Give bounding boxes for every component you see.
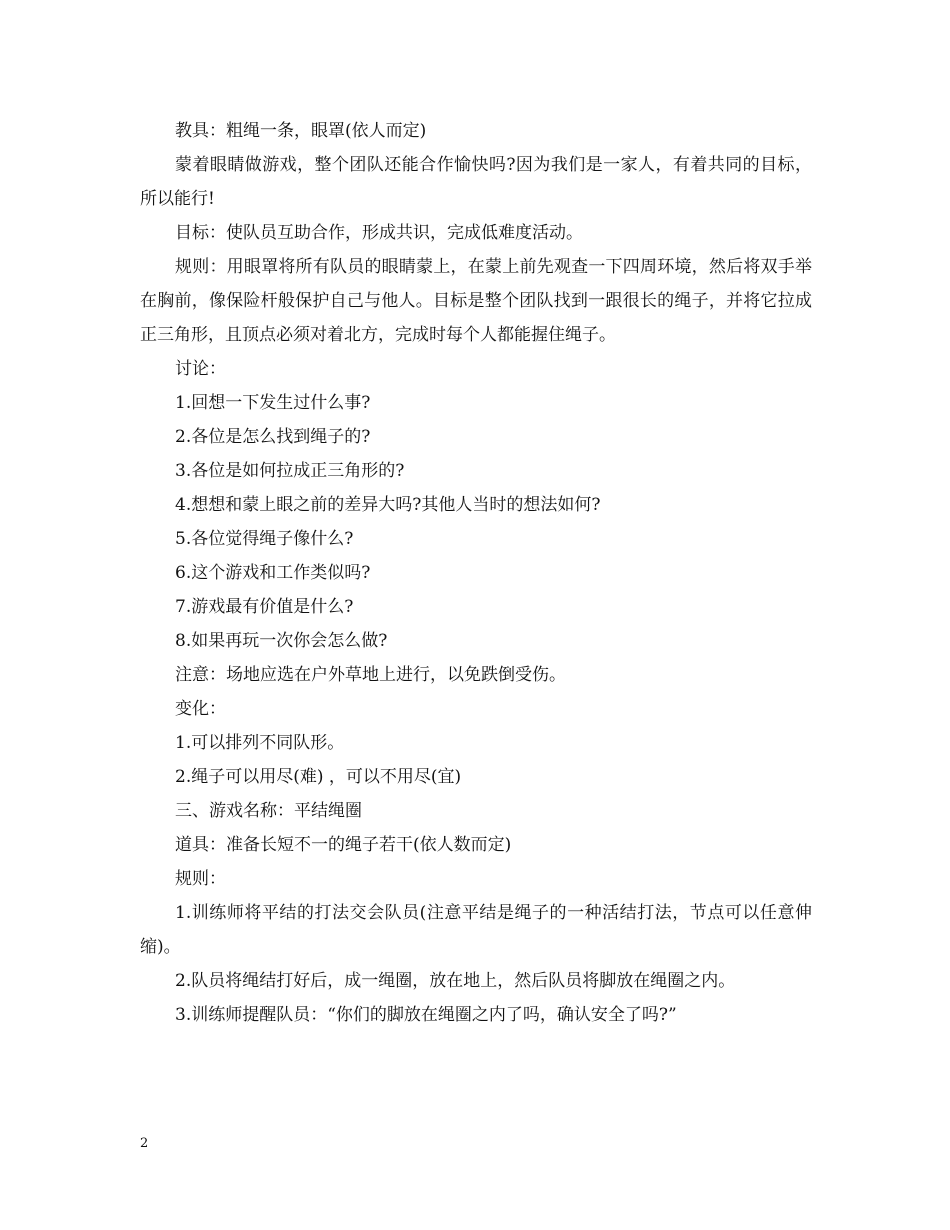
paragraph-goal: 目标：使队员互助合作，形成共识，完成低难度活动。: [175, 223, 583, 243]
list-item: 7.游戏最有价值是什么?: [175, 597, 354, 617]
list-item: 3.各位是如何拉成正三角形的?: [175, 461, 405, 481]
list-item: 6.这个游戏和工作类似吗?: [175, 563, 371, 583]
paragraph-teaching-aids: 教具：粗绳一条，眼罩(依人而定): [175, 121, 427, 141]
paragraph-variation-heading: 变化：: [175, 699, 226, 719]
paragraph-caution: 注意：场地应选在户外草地上进行，以免跌倒受伤。: [175, 665, 566, 685]
list-item: 5.各位觉得绳子像什么?: [175, 529, 354, 549]
section-heading: 三、游戏名称：平结绳圈: [175, 801, 362, 821]
list-item: 3.训练师提醒队员：“你们的脚放在绳圈之内了吗，确认安全了吗?”: [175, 1005, 677, 1025]
list-item: 1.回想一下发生过什么事?: [175, 393, 371, 413]
paragraph-intro: 蒙着眼睛做游戏，整个团队还能合作愉快吗?因为我们是一家人，有着共同的目标，所以能行!: [140, 155, 812, 209]
body-text: [140, 114, 812, 1032]
list-item: 2.绳子可以用尽(难) ，可以不用尽(宜): [175, 767, 462, 787]
list-item: 2.队员将绳结打好后，成一绳圈，放在地上，然后队员将脚放在绳圈之内。: [175, 971, 736, 991]
paragraph-rules-heading: 规则：: [175, 869, 226, 889]
page-number: 2: [140, 1136, 149, 1151]
paragraph-rules: 规则：用眼罩将所有队员的眼睛蒙上，在蒙上前先观查一下四周环境，然后将双手举在胸前，像保险杆般保护自己与他人。目标是整个团队找到一跟很长的绳子，并将它拉成正三角形，且顶点必须对着北方，完成时每个人都能握住绳子。: [140, 257, 812, 345]
list-item: 1.可以排列不同队形。: [175, 733, 345, 753]
list-item: 1.训练师将平结的打法交会队员(注意平结是绳子的一种活结打法，节点可以任意伸缩)。: [140, 903, 812, 957]
list-item: 4.想想和蒙上眼之前的差异大吗?其他人当时的想法如何?: [175, 495, 601, 515]
list-item: 8.如果再玩一次你会怎么做?: [175, 631, 388, 651]
paragraph-props: 道具：准备长短不一的绳子若干(依人数而定): [175, 835, 512, 855]
paragraph-discussion-heading: 讨论：: [175, 359, 226, 379]
list-item: 2.各位是怎么找到绳子的?: [175, 427, 371, 447]
